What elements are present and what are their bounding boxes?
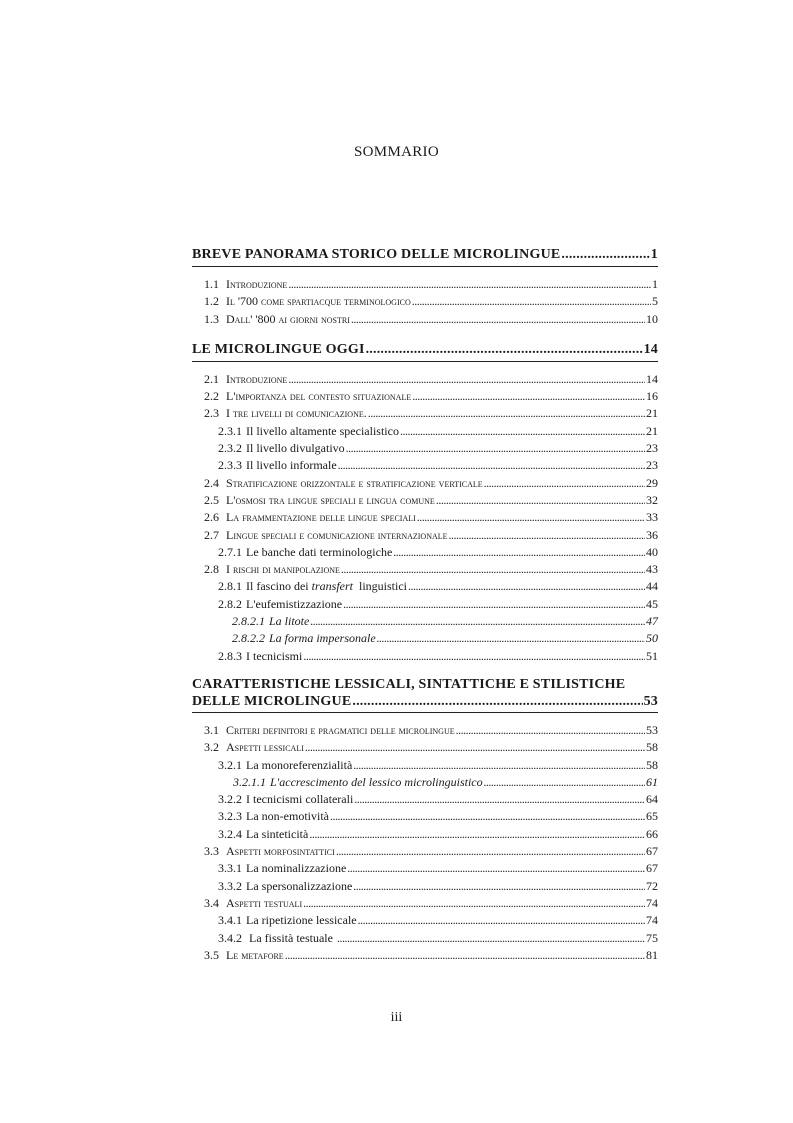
- entry-number: 2.3.3: [218, 458, 242, 473]
- entry-label: Dall' '800 ai giorni nostri: [226, 311, 350, 326]
- entry-number: 2.8: [204, 562, 219, 577]
- entry-page: 44: [646, 579, 658, 594]
- dot-leader: [436, 492, 645, 509]
- entry-number: 2.8.2: [218, 596, 242, 611]
- entry-number: 3.2.3: [218, 809, 242, 824]
- toc-entry[interactable]: [192, 527, 658, 544]
- toc-entry[interactable]: [192, 311, 658, 328]
- dot-leader: [366, 341, 643, 359]
- dot-leader: [343, 596, 645, 613]
- entry-label-italic: transfert: [311, 579, 353, 594]
- toc-entry[interactable]: [192, 826, 658, 843]
- entry-number: 2.5: [204, 492, 219, 507]
- toc-entry[interactable]: [192, 276, 658, 293]
- entry-page: 74: [646, 895, 658, 910]
- entry-page: 10: [646, 311, 658, 326]
- entry-number: 1.2: [204, 294, 219, 309]
- dot-leader: [377, 630, 645, 647]
- entry-page: 36: [646, 527, 658, 542]
- table-of-contents: [192, 246, 658, 968]
- chapter-3-heading[interactable]: [192, 676, 658, 713]
- entry-page: 32: [646, 492, 658, 507]
- dot-leader: [484, 774, 645, 791]
- dot-leader: [412, 293, 651, 310]
- toc-entry[interactable]: [192, 757, 658, 774]
- toc-entry[interactable]: [192, 613, 658, 630]
- entry-number: 2.8.2.1: [232, 614, 265, 629]
- toc-entry[interactable]: [192, 860, 658, 877]
- entry-number: 2.7.1: [218, 544, 242, 559]
- dot-leader: [285, 947, 645, 964]
- chapter-page: 14: [643, 341, 658, 357]
- entry-page: 16: [646, 389, 658, 404]
- entry-label: Il livello altamente specialistico: [246, 423, 399, 438]
- toc-entry[interactable]: [192, 791, 658, 808]
- dot-leader: [354, 791, 645, 808]
- dot-leader: [368, 405, 645, 422]
- entry-label: I tre livelli di comunicazione.: [226, 406, 367, 421]
- entry-label: I tecnicismi collaterali: [246, 792, 354, 807]
- entry-number: 3.2.2: [218, 792, 242, 807]
- toc-entry[interactable]: [192, 509, 658, 526]
- dot-leader: [288, 276, 651, 293]
- entry-number: 2.7: [204, 527, 219, 542]
- entry-number: 1.1: [204, 277, 219, 291]
- entry-number: 3.4.1: [218, 913, 242, 928]
- entry-page: 23: [646, 458, 658, 473]
- toc-entry[interactable]: [192, 293, 658, 310]
- entry-label: L'eufemistizzazione: [246, 596, 343, 611]
- dot-leader: [346, 440, 645, 457]
- dot-leader: [400, 423, 645, 440]
- page-number: iii: [390, 1010, 403, 1025]
- dot-leader: [412, 388, 645, 405]
- entry-label: Le banche dati terminologiche: [246, 544, 393, 559]
- entry-page: 58: [646, 740, 658, 755]
- dot-leader: [456, 722, 645, 739]
- entry-label: La forma impersonale: [269, 631, 376, 646]
- entry-page: 21: [646, 406, 658, 421]
- entry-page: 43: [646, 562, 658, 577]
- entry-page: 14: [646, 371, 658, 386]
- entry-label: Introduzione: [226, 277, 288, 291]
- entry-label-text: Il fascino dei: [246, 579, 312, 594]
- entry-label: La sinteticità: [246, 826, 309, 841]
- entry-number: 3.2.4: [218, 826, 242, 841]
- dot-leader: [353, 878, 645, 895]
- entry-number: 2.8.1: [218, 579, 242, 594]
- toc-entry[interactable]: [192, 596, 658, 613]
- chapter-title: LE MICROLINGUE OGGI: [192, 341, 365, 357]
- entry-label: La non-emotività: [246, 809, 329, 824]
- toc-entry[interactable]: [192, 423, 658, 440]
- dot-leader: [305, 739, 645, 756]
- entry-page: 45: [646, 596, 658, 611]
- entry-page: 81: [646, 947, 658, 962]
- toc-entry[interactable]: [192, 492, 658, 509]
- entry-label: [246, 578, 407, 595]
- entry-number: 2.1: [204, 371, 219, 386]
- toc-entry[interactable]: [192, 371, 658, 388]
- toc-entry[interactable]: [192, 808, 658, 825]
- toc-entry[interactable]: [192, 774, 658, 791]
- entry-page: 5: [652, 294, 658, 309]
- toc-entry[interactable]: [192, 388, 658, 405]
- entry-label: La spersonalizzazione: [246, 878, 353, 893]
- chapter-page: 1: [650, 247, 658, 262]
- entry-label: Stratificazione orizzontale e stratificazione verticale: [226, 475, 483, 490]
- entry-label: La nominalizzazione: [246, 861, 347, 876]
- entry-label: Il '700 come spartiacque terminologico: [226, 294, 411, 309]
- entry-page: 67: [646, 861, 658, 876]
- chapter-3-entries: [192, 713, 658, 968]
- dot-leader: [484, 475, 645, 492]
- dot-leader: [338, 457, 645, 474]
- entry-page: 58: [646, 757, 658, 772]
- toc-entry[interactable]: [192, 561, 658, 578]
- chapter-title-line1: CARATTERISTICHE LESSICALI, SINTATTICHE E STILISTICHE: [192, 676, 626, 692]
- toc-entry[interactable]: [192, 475, 658, 492]
- entry-page: 50: [646, 631, 658, 646]
- toc-entry[interactable]: [192, 930, 658, 947]
- entry-label: La fissità testuale: [246, 930, 336, 945]
- dot-leader: [310, 613, 645, 630]
- entry-number: 3.2.1.1: [233, 774, 266, 789]
- dot-leader: [288, 371, 645, 388]
- entry-page: 75: [646, 930, 658, 945]
- entry-number: 3.4.2: [218, 930, 242, 945]
- entry-label: La litote: [269, 614, 310, 629]
- entry-number: 2.8.2.2: [232, 631, 265, 646]
- entry-page: 29: [646, 475, 658, 490]
- entry-label: La frammentazione delle lingue speciali: [226, 510, 416, 525]
- entry-label: L'osmosi tra lingue speciali e lingua comune: [226, 492, 435, 507]
- entry-label: Aspetti morfosintattici: [226, 844, 335, 859]
- entry-label: Criteri definitori e pragmatici delle microlingue: [226, 722, 455, 737]
- entry-label: L'importanza del contesto situazionale: [226, 389, 412, 404]
- chapter-2-entries: [192, 362, 658, 669]
- toc-entry[interactable]: [192, 440, 658, 457]
- toc-entry[interactable]: [192, 878, 658, 895]
- chapter-title: BREVE PANORAMA STORICO DELLE MICROLINGUE: [192, 247, 561, 262]
- dot-leader: [353, 757, 645, 774]
- toc-entry[interactable]: [192, 947, 658, 964]
- dot-leader: [352, 693, 642, 710]
- entry-label: La ripetizione lessicale: [246, 913, 357, 928]
- toc-entry[interactable]: [192, 722, 658, 739]
- entry-number: 3.3: [204, 844, 219, 859]
- chapter-page: 53: [643, 693, 658, 709]
- entry-page: 47: [646, 614, 658, 629]
- dot-leader: [330, 808, 645, 825]
- entry-number: 3.3.2: [218, 878, 242, 893]
- entry-number: 3.5: [204, 947, 219, 962]
- entry-label: Aspetti lessicali: [226, 740, 304, 755]
- entry-number: 3.3.1: [218, 861, 242, 876]
- dot-leader: [417, 509, 645, 526]
- entry-page: 53: [646, 722, 658, 737]
- entry-page: 67: [646, 844, 658, 859]
- dot-leader: [408, 578, 645, 595]
- entry-label: Lingue speciali e comunicazione internazionale: [226, 527, 448, 542]
- entry-number: 2.4: [204, 475, 219, 490]
- entry-page: 1: [652, 277, 658, 291]
- chapter-1-heading[interactable]: [192, 246, 658, 267]
- entry-label: Le metafore: [226, 947, 284, 962]
- toc-entry[interactable]: [192, 544, 658, 561]
- toc-entry[interactable]: [192, 457, 658, 474]
- toc-entry[interactable]: [192, 630, 658, 647]
- chapter-1-entries: [192, 267, 658, 332]
- chapter-title-line2: DELLE MICROLINGUE: [192, 693, 352, 709]
- entry-label: Aspetti testuali: [226, 895, 303, 910]
- dot-leader: [309, 826, 645, 843]
- entry-page: 23: [646, 441, 658, 456]
- entry-number: 2.6: [204, 510, 219, 525]
- dot-leader: [336, 843, 645, 860]
- entry-page: 61: [646, 774, 658, 789]
- entry-number: 2.3.1: [218, 423, 242, 438]
- entry-page: 40: [646, 544, 658, 559]
- entry-label: I rischi di manipolazione: [226, 562, 340, 577]
- dot-leader: [337, 930, 645, 947]
- dot-leader: [351, 311, 645, 328]
- dot-leader: [341, 561, 645, 578]
- toc-entry[interactable]: [192, 739, 658, 756]
- entry-number: 1.3: [204, 311, 219, 326]
- dot-leader: [303, 648, 645, 665]
- dot-leader: [347, 860, 645, 877]
- dot-leader: [449, 527, 645, 544]
- entry-label-text: linguistici: [353, 579, 407, 594]
- chapter-2-heading[interactable]: [192, 341, 658, 362]
- entry-label: I tecnicismi: [246, 648, 303, 663]
- entry-number: 3.2.1: [218, 757, 242, 772]
- dot-leader: [358, 912, 645, 929]
- entry-page: 65: [646, 809, 658, 824]
- toc-entry[interactable]: [192, 578, 658, 595]
- entry-number: 3.2: [204, 740, 219, 755]
- entry-number: 2.8.3: [218, 648, 242, 663]
- entry-page: 21: [646, 423, 658, 438]
- dot-leader: [303, 895, 645, 912]
- entry-number: 2.3: [204, 406, 219, 421]
- entry-label: L'accrescimento del lessico microlinguistico: [270, 774, 483, 789]
- toc-entry[interactable]: [192, 912, 658, 929]
- entry-number: 2.2: [204, 389, 219, 404]
- entry-number: 3.1: [204, 722, 219, 737]
- dot-leader: [561, 246, 649, 264]
- toc-entry[interactable]: [192, 405, 658, 422]
- toc-entry[interactable]: [192, 843, 658, 860]
- entry-page: 64: [646, 792, 658, 807]
- toc-entry[interactable]: [192, 895, 658, 912]
- dot-leader: [393, 544, 645, 561]
- page-title: SOMMARIO: [354, 144, 439, 160]
- entry-label: La monoreferenzialità: [246, 757, 353, 772]
- entry-page: 74: [646, 913, 658, 928]
- entry-label: Il livello divulgativo: [246, 441, 345, 456]
- toc-entry[interactable]: [192, 648, 658, 665]
- entry-page: 66: [646, 826, 658, 841]
- entry-label: Introduzione: [226, 371, 288, 386]
- entry-page: 33: [646, 510, 658, 525]
- entry-label: Il livello informale: [246, 458, 337, 473]
- entry-page: 51: [646, 648, 658, 663]
- entry-page: 72: [646, 878, 658, 893]
- entry-number: 2.3.2: [218, 441, 242, 456]
- entry-number: 3.4: [204, 895, 219, 910]
